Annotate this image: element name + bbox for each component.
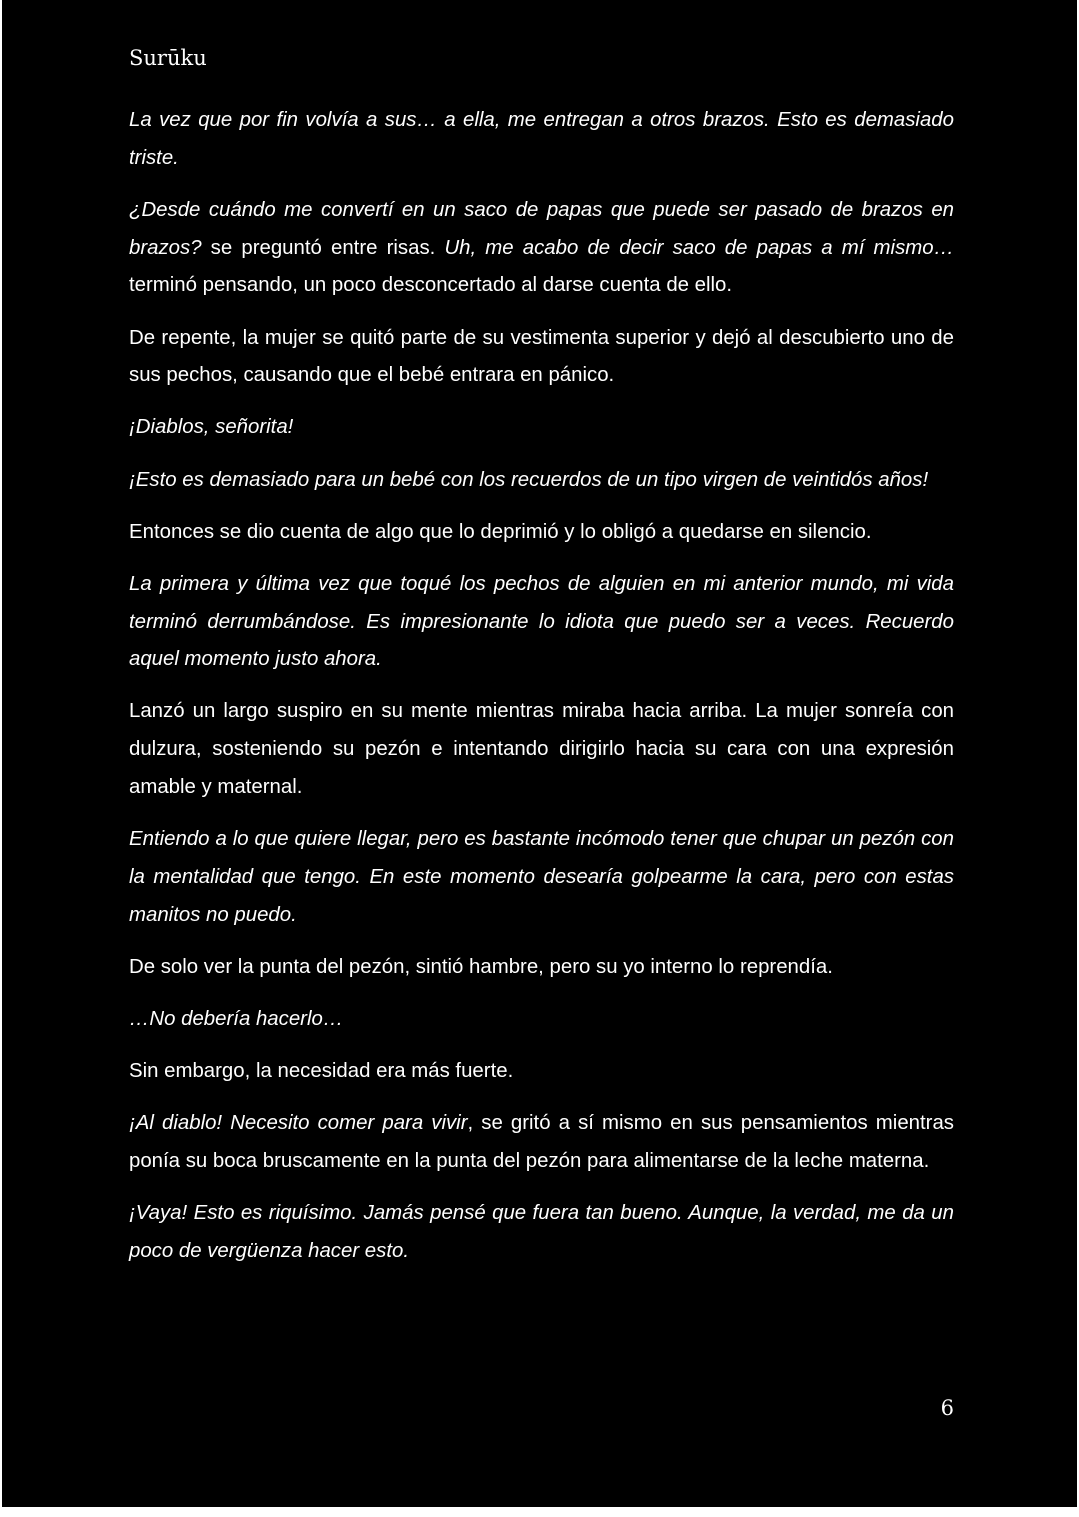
- paragraph: [129, 1001, 954, 1039]
- paragraph: [129, 821, 954, 934]
- text-span-italic: ¡Diablos, señorita!: [129, 416, 294, 439]
- paragraph: [129, 192, 954, 305]
- text-span-italic: ¡Vaya! Esto es riquísimo. Jamás pensé que fuera tan bueno. Aunque, la verdad, me da un poco de vergüenza hacer esto.: [129, 1201, 954, 1262]
- paragraph: [129, 566, 954, 679]
- text-span: Lanzó un largo suspiro en su mente mientras miraba hacia arriba. La mujer sonreía con dulzura, sosteniendo su pezón e intentando dirigirlo hacia su cara con una expresión amable y maternal.: [129, 700, 954, 799]
- text-span: , se gritó a sí mismo en sus pensamientos mientras ponía su boca bruscamente en la punta del pezón para alimentarse de la leche materna.: [129, 1112, 954, 1172]
- paragraph: [129, 1195, 954, 1271]
- paragraph: [129, 949, 954, 987]
- body-text: [129, 102, 954, 1285]
- text-span-italic: ¿Desde cuándo me convertí en un saco de papas que puede ser pasado de brazos en brazos?: [129, 198, 954, 259]
- text-span: Sin embargo, la necesidad era más fuerte.: [129, 1060, 514, 1082]
- text-span-italic: La primera y última vez que toqué los pechos de alguien en mi anterior mundo, mi vida terminó derrumbándose. Es impresionante lo idiota que puedo ser a veces. Recuerdo aquel momento justo ahora.: [129, 572, 954, 671]
- paragraph: [129, 320, 954, 396]
- paragraph: [129, 693, 954, 806]
- paragraph: [129, 514, 954, 552]
- text-span-italic: Entiendo a lo que quiere llegar, pero es bastante incómodo tener que chupar un pezón con la mentalidad que tengo. En este momento desearía golpearme la cara, pero con estas manitos no puedo.: [129, 828, 954, 926]
- paragraph: [129, 102, 954, 178]
- paragraph: [129, 462, 954, 500]
- document-page: [2, 0, 1077, 1507]
- text-span: De solo ver la punta del pezón, sintió hambre, pero su yo interno lo reprendía.: [129, 955, 833, 978]
- text-span-italic: …No debería hacerlo…: [129, 1007, 344, 1030]
- page-header-title: Surūku: [129, 46, 207, 70]
- paragraph: [129, 1053, 954, 1091]
- text-span-italic: ¡Esto es demasiado para un bebé con los recuerdos de un tipo virgen de veintidós años!: [129, 468, 929, 491]
- text-span: Entonces se dio cuenta de algo que lo deprimió y lo obligó a quedarse en silencio.: [129, 520, 872, 543]
- text-span-italic: Uh, me acabo de decir saco de papas a mí mismo…: [444, 236, 954, 259]
- text-span-italic: ¡Al diablo! Necesito comer para vivir: [129, 1112, 468, 1135]
- text-span: De repente, la mujer se quitó parte de su vestimenta superior y dejó al descubierto uno de sus pechos, causando que el bebé entrara en pánico.: [129, 326, 954, 387]
- page-number: 6: [940, 1396, 954, 1420]
- text-span: terminó pensando, un poco desconcertado al darse cuenta de ello.: [129, 274, 733, 297]
- text-span: se preguntó entre risas.: [201, 236, 445, 259]
- text-span-italic: La vez que por fin volvía a sus… a ella, me entregan a otros brazos. Esto es demasiado triste.: [129, 109, 954, 169]
- paragraph: [129, 1105, 954, 1181]
- paragraph: [129, 409, 954, 447]
